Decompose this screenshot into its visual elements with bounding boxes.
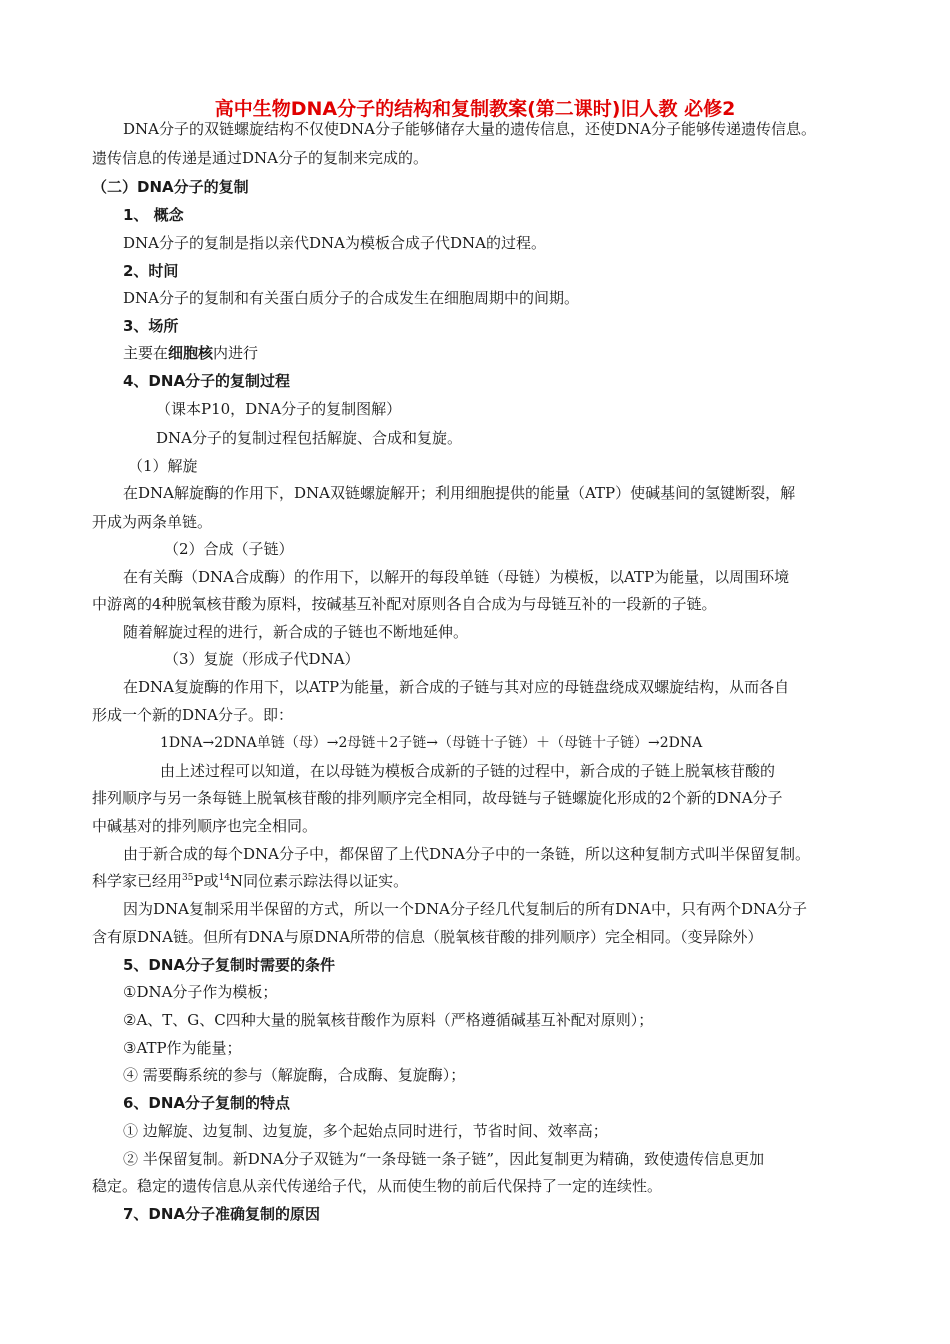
document-title: 高中生物DNA分子的结构和复制教案(第二课时)旧人教 必修2	[214, 98, 736, 120]
condition-item-3: ③ATP作为能量；	[123, 1039, 242, 1057]
heading-time: 2、时间	[123, 262, 179, 280]
feature-item-2-line-1: ② 半保留复制。新DNA分子双链为“一条母链一条子链”，因此复制更为精确，致使遗传信息更加	[123, 1150, 765, 1168]
synthesis-text-3: 随着解旋过程的进行，新合成的子链也不断地延伸。	[123, 623, 469, 641]
section-title: （二）DNA分子的复制	[92, 178, 249, 196]
rewinding-text-1: 在DNA复旋酶的作用下，以ATP为能量，新合成的子链与其对应的母链盘绕成双螺旋结构，从而各自	[123, 678, 790, 696]
unwinding-text-1: 在DNA解旋酶的作用下，DNA双链螺旋解开；利用细胞提供的能量（ATP）使碱基间的氢键断裂，解	[123, 484, 796, 502]
concept-text: DNA分子的复制是指以亲代DNA为模板合成子代DNA的过程。	[123, 234, 546, 252]
location-text-pre: 主要在	[123, 344, 169, 362]
heading-conditions: 5、DNA分子复制时需要的条件	[123, 956, 336, 974]
synthesis-text-2: 中游离的4种脱氧核苷酸为原料，按碱基互补配对原则各自合成为与母链互补的一段新的子链。	[92, 595, 717, 613]
isotope-superscript-p: 35	[182, 873, 194, 883]
condition-item-4: ④ 需要酶系统的参与（解旋酶，合成酶、复旋酶）；	[123, 1066, 466, 1084]
conclusion-1-line-2: 排列顺序与另一条每链上脱氧核苷酸的排列顺序完全相同，故母链与子链螺旋化形成的2个新的DNA分子	[92, 789, 783, 807]
condition-item-2: ②A、T、G、C四种大量的脱氧核苷酸作为原料（严格遵循碱基互补配对原则）；	[123, 1011, 654, 1029]
replication-formula: 1DNA→2DNA单链（母）→2母链＋2子链→（母链十子链）＋（母链十子链）→2DNA	[160, 735, 703, 751]
subheading-unwinding: （1）解旋	[128, 457, 198, 475]
intro-line-2: 遗传信息的传递是通过DNA分子的复制来完成的。	[92, 149, 428, 167]
subheading-synthesis: （2）合成（子链）	[164, 540, 294, 558]
feature-item-1: ① 边解旋、边复制、边复旋，多个起始点同时进行，节省时间、效率高；	[123, 1122, 608, 1140]
conclusion-2-line-1: 由于新合成的每个DNA分子中，都保留了上代DNA分子中的一条链，所以这种复制方式叫半保留复制。	[123, 845, 810, 863]
heading-process: 4、DNA分子的复制过程	[123, 372, 291, 390]
heading-features: 6、DNA分子复制的特点	[123, 1094, 291, 1112]
location-text	[123, 342, 258, 364]
location-text-bold: 细胞核	[168, 344, 214, 362]
synthesis-text-1: 在有关酶（DNA合成酶）的作用下，以解开的每段单链（母链）为模板，以ATP为能量，以周围环境	[123, 568, 790, 586]
heading-location: 3、场所	[123, 317, 179, 335]
condition-item-1: ①DNA分子作为模板；	[123, 983, 278, 1001]
rewinding-text-2: 形成一个新的DNA分子。即：	[92, 706, 293, 724]
isotope-text-a: 科学家已经用	[92, 872, 183, 890]
conclusion-1-line-1: 由上述过程可以知道，在以母链为模板合成新的子链的过程中，新合成的子链上脱氧核苷酸的	[160, 762, 776, 780]
conclusion-3-line-1: 因为DNA复制采用半保留的方式，所以一个DNA分子经几代复制后的所有DNA中，只有两个DNA分子	[123, 900, 807, 918]
heading-concept: 1、 概念	[123, 206, 184, 224]
isotope-text-c: N同位素示踪法得以证实。	[230, 872, 409, 890]
isotope-text-b: P或	[193, 872, 219, 890]
conclusion-1-line-3: 中碱基对的排列顺序也完全相同。	[92, 817, 318, 835]
conclusion-2-line-2	[92, 870, 408, 892]
heading-accuracy-reasons: 7、DNA分子准确复制的原因	[123, 1205, 321, 1223]
process-intro: DNA分子的复制过程包括解旋、合成和复旋。	[156, 429, 462, 447]
process-reference: （课本P10，DNA分子的复制图解）	[156, 400, 402, 418]
unwinding-text-2: 开成为两条单链。	[92, 513, 213, 531]
isotope-superscript-n: 14	[218, 873, 231, 883]
feature-item-2-line-2: 稳定。稳定的遗传信息从亲代传递给子代，从而使生物的前后代保持了一定的连续性。	[92, 1177, 663, 1195]
intro-line-1: DNA分子的双链螺旋结构不仅使DNA分子能够储存大量的遗传信息，还使DNA分子能够传递遗传信息。	[123, 120, 816, 138]
time-text: DNA分子的复制和有关蛋白质分子的合成发生在细胞周期中的间期。	[123, 289, 579, 307]
location-text-post: 内进行	[213, 344, 259, 362]
subheading-rewinding: （3）复旋（形成子代DNA）	[164, 650, 360, 668]
conclusion-3-line-2: 含有原DNA链。但所有DNA与原DNA所带的信息（脱氧核苷酸的排列顺序）完全相同。（变异除外）	[92, 928, 763, 946]
